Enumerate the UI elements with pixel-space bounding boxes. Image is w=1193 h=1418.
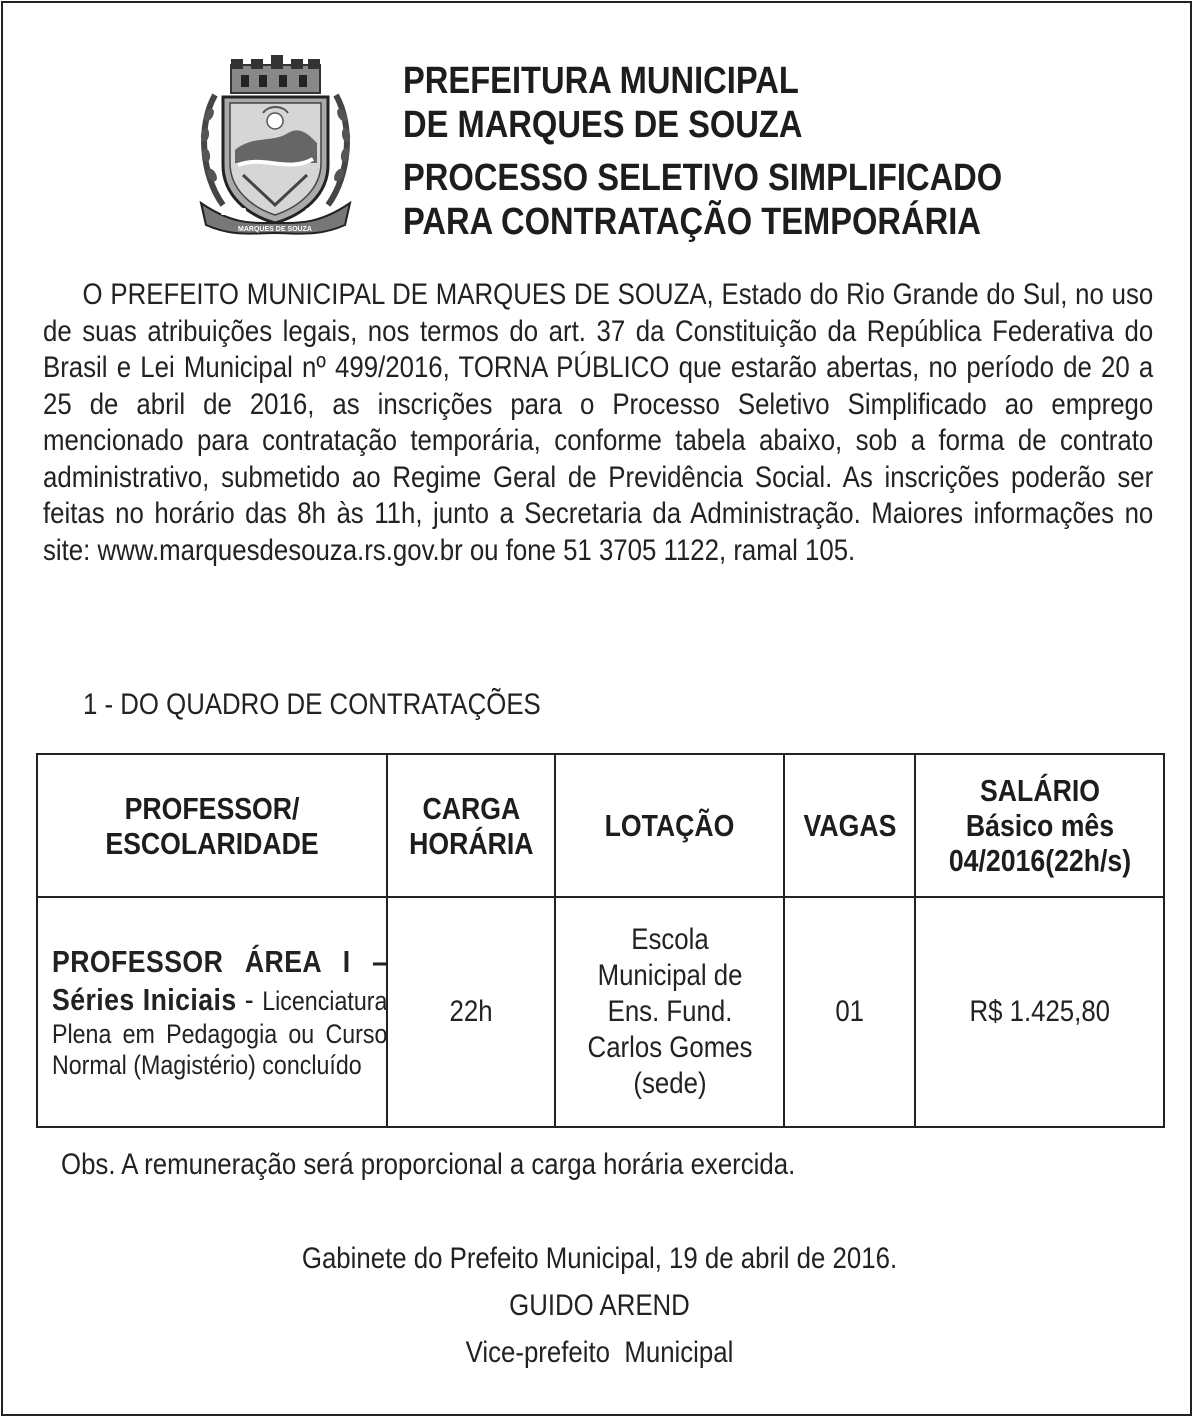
signer-title: Vice-prefeito Municipal [465, 1336, 734, 1369]
header-vagas-text: VAGAS [803, 808, 896, 843]
title-line-3: PROCESSO SELETIVO SIMPLIFICADO [403, 157, 1003, 199]
professor-separator: - [236, 982, 263, 1017]
header-salario [915, 754, 1164, 897]
table-row [37, 897, 1164, 1127]
crest-banner-text: MARQUES DE SOUZA [238, 226, 312, 233]
table-header-row [37, 754, 1164, 897]
professor-title: PROFESSOR ÁREA I – Séries Iniciais [52, 944, 388, 1017]
place-date: Gabinete do Prefeito Municipal, 19 de abril de 2016. [301, 1242, 898, 1275]
header-titles [403, 59, 1002, 244]
professor-description: Licenciatura Plena em Pedagogia ou Curso Normal (Magistério) concluído [52, 986, 388, 1080]
body-paragraph: O PREFEITO MUNICIPAL DE MARQUES DE SOUZA, Estado do Rio Grande do Sul, no uso de suas atribuições legais, nos termos do art. 37 da Constituição da República Federativa do Brasil e Lei Municipal nº 499/2016, TORNA PÚBLICO que estarão abertas, no período de 20 a 25 de abril de 2016, as inscrições para o Processo Seletivo Simplificado ao emprego mencionado para contratação temporária, conforme tabela abaixo, sob a forma de contrato administrativo, submetido ao Regime Geral de Previdência Social. As inscrições poderão ser feitas no horário das 8h às 11h, junto a Secretaria da Administração. Maiores informações no site: www.marquesdesouza.rs.gov.br ou fone 51 3705 1122, ramal 105. [43, 278, 1154, 567]
header-carga [387, 754, 555, 897]
crest-text-right: 1965 [305, 207, 328, 218]
title-line-2: DE MARQUES DE SOUZA [403, 104, 803, 146]
header-salario-line3: 04/2016(22h/s) [948, 843, 1131, 878]
lotacao-value: Escola Municipal de Ens. Fund. Carlos Gomes (sede) [587, 923, 752, 1100]
header-lotacao-text: LOTAÇÃO [604, 808, 735, 843]
carga-value: 22h [449, 995, 493, 1028]
header-professor-line2: ESCOLARIDADE [105, 825, 319, 861]
crest-text-left: 28-12 [221, 207, 247, 218]
header-professor-line1: PROFESSOR/ [124, 790, 300, 826]
notice-page [1, 1, 1192, 1416]
header-carga-line1: CARGA [422, 790, 520, 826]
cell-carga [387, 897, 555, 1127]
cell-salario [915, 897, 1164, 1127]
observation: Obs. A remuneração será proporcional a carga horária exercida. [61, 1148, 796, 1181]
cell-professor [37, 897, 387, 1127]
notice-header [193, 55, 1153, 245]
header-salario-line1: SALÁRIO [979, 773, 1100, 808]
cell-vagas [784, 897, 915, 1127]
municipal-coat-of-arms-icon [193, 55, 358, 235]
header-salario-line2: Básico mês [965, 808, 1114, 843]
contratacoes-table [36, 753, 1165, 1128]
header-lotacao [555, 754, 784, 897]
cell-lotacao [555, 897, 784, 1127]
header-carga-line2: HORÁRIA [408, 825, 534, 861]
notice-body [43, 277, 1153, 569]
header-vagas [784, 754, 915, 897]
signature-block [3, 1235, 1193, 1376]
title-line-4: PARA CONTRATAÇÃO TEMPORÁRIA [403, 201, 981, 243]
signer-name: GUIDO AREND [509, 1289, 690, 1322]
vagas-value: 01 [835, 995, 864, 1028]
title-line-1: PREFEITURA MUNICIPAL [403, 60, 799, 102]
salario-value: R$ 1.425,80 [969, 995, 1110, 1028]
section-title: 1 - DO QUADRO DE CONTRATAÇÕES [83, 688, 541, 721]
header-professor [37, 754, 387, 897]
